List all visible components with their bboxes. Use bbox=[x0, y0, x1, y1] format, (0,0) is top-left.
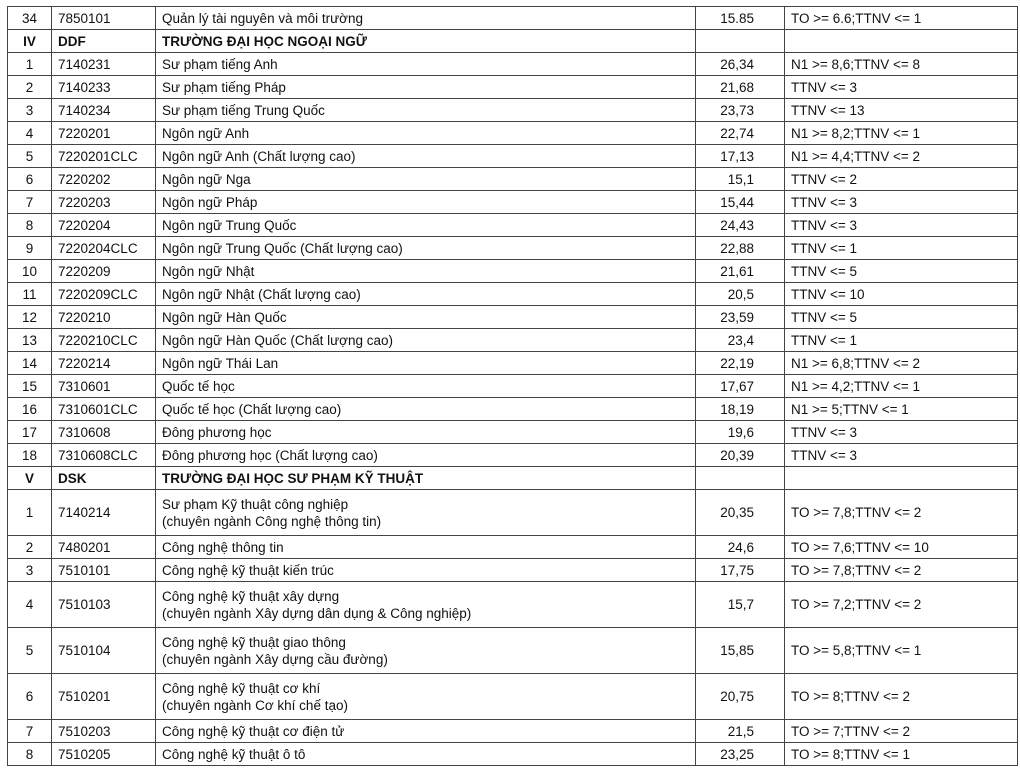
cell-stt: 2 bbox=[8, 76, 52, 99]
cell-stt: 1 bbox=[8, 490, 52, 536]
cell-major-name: Ngôn ngữ Anh bbox=[156, 122, 696, 145]
cell-stt: 12 bbox=[8, 306, 52, 329]
cell-major-name: Công nghệ kỹ thuật xây dựng (chuyên ngành Xây dựng dân dụng & Công nghiệp) bbox=[156, 582, 696, 628]
cell-major-name: Ngôn ngữ Hàn Quốc (Chất lượng cao) bbox=[156, 329, 696, 352]
admission-scores-table bbox=[7, 6, 1018, 766]
cell-score: 20,5 bbox=[696, 283, 785, 306]
cell-major-name: Quốc tế học bbox=[156, 375, 696, 398]
cell-criteria: N1 >= 4,2;TTNV <= 1 bbox=[785, 375, 1018, 398]
cell-stt: 18 bbox=[8, 444, 52, 467]
cell-stt: 10 bbox=[8, 260, 52, 283]
table-row bbox=[8, 283, 1018, 306]
cell-major-code: 7220209CLC bbox=[52, 283, 156, 306]
cell-major-code: 7220209 bbox=[52, 260, 156, 283]
cell-criteria: TTNV <= 3 bbox=[785, 214, 1018, 237]
table-row bbox=[8, 306, 1018, 329]
section-row bbox=[8, 30, 1018, 53]
cell-major-code: 7220204 bbox=[52, 214, 156, 237]
table-row bbox=[8, 76, 1018, 99]
cell-criteria: TO >= 8;TTNV <= 2 bbox=[785, 674, 1018, 720]
table-row bbox=[8, 674, 1018, 720]
cell-criteria: TO >= 7,6;TTNV <= 10 bbox=[785, 536, 1018, 559]
cell-criteria: N1 >= 5;TTNV <= 1 bbox=[785, 398, 1018, 421]
cell-score: 24,6 bbox=[696, 536, 785, 559]
cell-major-name: Ngôn ngữ Nga bbox=[156, 168, 696, 191]
cell-major-name: Công nghệ kỹ thuật kiến trúc bbox=[156, 559, 696, 582]
cell-score: 23,59 bbox=[696, 306, 785, 329]
cell-stt: 5 bbox=[8, 628, 52, 674]
cell-major-name: Ngôn ngữ Nhật bbox=[156, 260, 696, 283]
cell-major-name: Sư phạm tiếng Trung Quốc bbox=[156, 99, 696, 122]
table-row bbox=[8, 260, 1018, 283]
cell-stt: IV bbox=[8, 30, 52, 53]
cell-major-code: 7140231 bbox=[52, 53, 156, 76]
cell-criteria: TTNV <= 2 bbox=[785, 168, 1018, 191]
cell-score: 21,68 bbox=[696, 76, 785, 99]
cell-criteria: TTNV <= 3 bbox=[785, 76, 1018, 99]
cell-score: 20,35 bbox=[696, 490, 785, 536]
cell-criteria: TTNV <= 5 bbox=[785, 306, 1018, 329]
cell-score: 15,7 bbox=[696, 582, 785, 628]
table-row bbox=[8, 214, 1018, 237]
table-row bbox=[8, 398, 1018, 421]
cell-major-code: 7510205 bbox=[52, 743, 156, 766]
cell-score: 23,73 bbox=[696, 99, 785, 122]
cell-major-name: TRƯỜNG ĐẠI HỌC SƯ PHẠM KỸ THUẬT bbox=[156, 467, 696, 490]
cell-criteria: N1 >= 4,4;TTNV <= 2 bbox=[785, 145, 1018, 168]
cell-score: 24,43 bbox=[696, 214, 785, 237]
cell-criteria bbox=[785, 30, 1018, 53]
cell-score: 26,34 bbox=[696, 53, 785, 76]
cell-major-code: 7510203 bbox=[52, 720, 156, 743]
table-row bbox=[8, 628, 1018, 674]
cell-score: 17,67 bbox=[696, 375, 785, 398]
cell-stt: 9 bbox=[8, 237, 52, 260]
cell-criteria: N1 >= 8,6;TTNV <= 8 bbox=[785, 53, 1018, 76]
table-row bbox=[8, 559, 1018, 582]
cell-stt: 17 bbox=[8, 421, 52, 444]
cell-major-name: Ngôn ngữ Trung Quốc bbox=[156, 214, 696, 237]
cell-stt: 13 bbox=[8, 329, 52, 352]
cell-major-code: 7140214 bbox=[52, 490, 156, 536]
cell-score bbox=[696, 467, 785, 490]
cell-criteria: TO >= 7,2;TTNV <= 2 bbox=[785, 582, 1018, 628]
cell-stt: 6 bbox=[8, 674, 52, 720]
table-row bbox=[8, 145, 1018, 168]
table-row bbox=[8, 352, 1018, 375]
cell-major-code: DSK bbox=[52, 467, 156, 490]
cell-major-name: Ngôn ngữ Anh (Chất lượng cao) bbox=[156, 145, 696, 168]
cell-major-name: TRƯỜNG ĐẠI HỌC NGOẠI NGỮ bbox=[156, 30, 696, 53]
cell-stt: 8 bbox=[8, 743, 52, 766]
table-row bbox=[8, 375, 1018, 398]
cell-criteria: TO >= 8;TTNV <= 1 bbox=[785, 743, 1018, 766]
cell-criteria: TTNV <= 13 bbox=[785, 99, 1018, 122]
table-row bbox=[8, 444, 1018, 467]
cell-criteria: TO >= 6.6;TTNV <= 1 bbox=[785, 7, 1018, 30]
table-row bbox=[8, 122, 1018, 145]
cell-score: 15.85 bbox=[696, 7, 785, 30]
cell-criteria: TTNV <= 3 bbox=[785, 191, 1018, 214]
cell-major-name: Đông phương học (Chất lượng cao) bbox=[156, 444, 696, 467]
cell-stt: 3 bbox=[8, 559, 52, 582]
cell-criteria: TTNV <= 1 bbox=[785, 329, 1018, 352]
cell-score: 15,44 bbox=[696, 191, 785, 214]
cell-major-code: 7220214 bbox=[52, 352, 156, 375]
cell-major-name: Sư phạm Kỹ thuật công nghiệp (chuyên ngành Công nghệ thông tin) bbox=[156, 490, 696, 536]
cell-score: 21,5 bbox=[696, 720, 785, 743]
table-row bbox=[8, 7, 1018, 30]
cell-stt: 5 bbox=[8, 145, 52, 168]
cell-score: 20,75 bbox=[696, 674, 785, 720]
cell-score: 22,88 bbox=[696, 237, 785, 260]
table-row bbox=[8, 99, 1018, 122]
cell-major-name: Sư phạm tiếng Pháp bbox=[156, 76, 696, 99]
cell-criteria: TTNV <= 3 bbox=[785, 421, 1018, 444]
cell-major-code: DDF bbox=[52, 30, 156, 53]
cell-stt: 8 bbox=[8, 214, 52, 237]
cell-major-code: 7140234 bbox=[52, 99, 156, 122]
cell-major-code: 7310608 bbox=[52, 421, 156, 444]
cell-criteria: TO >= 7;TTNV <= 2 bbox=[785, 720, 1018, 743]
cell-stt: V bbox=[8, 467, 52, 490]
cell-major-name: Công nghệ kỹ thuật cơ điện tử bbox=[156, 720, 696, 743]
cell-major-code: 7510101 bbox=[52, 559, 156, 582]
cell-major-name: Ngôn ngữ Pháp bbox=[156, 191, 696, 214]
cell-stt: 4 bbox=[8, 582, 52, 628]
cell-score: 21,61 bbox=[696, 260, 785, 283]
cell-major-code: 7480201 bbox=[52, 536, 156, 559]
cell-score: 22,74 bbox=[696, 122, 785, 145]
cell-stt: 2 bbox=[8, 536, 52, 559]
cell-major-name: Ngôn ngữ Nhật (Chất lượng cao) bbox=[156, 283, 696, 306]
cell-score: 23,25 bbox=[696, 743, 785, 766]
cell-major-name: Sư phạm tiếng Anh bbox=[156, 53, 696, 76]
cell-criteria: N1 >= 8,2;TTNV <= 1 bbox=[785, 122, 1018, 145]
cell-major-name: Ngôn ngữ Hàn Quốc bbox=[156, 306, 696, 329]
cell-stt: 7 bbox=[8, 191, 52, 214]
cell-criteria: TO >= 7,8;TTNV <= 2 bbox=[785, 490, 1018, 536]
cell-major-code: 7220201CLC bbox=[52, 145, 156, 168]
table-row bbox=[8, 582, 1018, 628]
cell-major-name: Công nghệ thông tin bbox=[156, 536, 696, 559]
cell-criteria bbox=[785, 467, 1018, 490]
cell-major-code: 7310601 bbox=[52, 375, 156, 398]
cell-score: 23,4 bbox=[696, 329, 785, 352]
cell-score: 20,39 bbox=[696, 444, 785, 467]
cell-major-code: 7310601CLC bbox=[52, 398, 156, 421]
cell-criteria: TTNV <= 3 bbox=[785, 444, 1018, 467]
cell-major-name: Quốc tế học (Chất lượng cao) bbox=[156, 398, 696, 421]
cell-major-name: Công nghệ kỹ thuật giao thông (chuyên ngành Xây dựng cầu đường) bbox=[156, 628, 696, 674]
cell-major-code: 7850101 bbox=[52, 7, 156, 30]
cell-criteria: TTNV <= 1 bbox=[785, 237, 1018, 260]
table-row bbox=[8, 53, 1018, 76]
cell-major-code: 7220203 bbox=[52, 191, 156, 214]
cell-major-name: Công nghệ kỹ thuật ô tô bbox=[156, 743, 696, 766]
table-row bbox=[8, 720, 1018, 743]
cell-score: 18,19 bbox=[696, 398, 785, 421]
cell-score: 17,13 bbox=[696, 145, 785, 168]
section-row bbox=[8, 467, 1018, 490]
cell-major-code: 7220210CLC bbox=[52, 329, 156, 352]
cell-stt: 14 bbox=[8, 352, 52, 375]
cell-criteria: TO >= 7,8;TTNV <= 2 bbox=[785, 559, 1018, 582]
cell-score: 19,6 bbox=[696, 421, 785, 444]
table-row bbox=[8, 329, 1018, 352]
cell-stt: 4 bbox=[8, 122, 52, 145]
cell-criteria: TTNV <= 10 bbox=[785, 283, 1018, 306]
cell-score: 15,1 bbox=[696, 168, 785, 191]
table-row bbox=[8, 191, 1018, 214]
cell-stt: 16 bbox=[8, 398, 52, 421]
cell-stt: 1 bbox=[8, 53, 52, 76]
cell-stt: 6 bbox=[8, 168, 52, 191]
cell-major-name: Đông phương học bbox=[156, 421, 696, 444]
cell-score: 22,19 bbox=[696, 352, 785, 375]
cell-major-code: 7220204CLC bbox=[52, 237, 156, 260]
table-body bbox=[8, 7, 1018, 766]
table-row bbox=[8, 536, 1018, 559]
cell-major-code: 7220201 bbox=[52, 122, 156, 145]
cell-major-name: Ngôn ngữ Trung Quốc (Chất lượng cao) bbox=[156, 237, 696, 260]
cell-stt: 11 bbox=[8, 283, 52, 306]
cell-score: 17,75 bbox=[696, 559, 785, 582]
cell-criteria: N1 >= 6,8;TTNV <= 2 bbox=[785, 352, 1018, 375]
cell-major-code: 7310608CLC bbox=[52, 444, 156, 467]
cell-criteria: TO >= 5,8;TTNV <= 1 bbox=[785, 628, 1018, 674]
cell-major-code: 7510103 bbox=[52, 582, 156, 628]
cell-major-code: 7220210 bbox=[52, 306, 156, 329]
table-row bbox=[8, 490, 1018, 536]
cell-major-name: Công nghệ kỹ thuật cơ khí (chuyên ngành Cơ khí chế tạo) bbox=[156, 674, 696, 720]
table-row bbox=[8, 168, 1018, 191]
cell-major-code: 7510201 bbox=[52, 674, 156, 720]
cell-major-code: 7510104 bbox=[52, 628, 156, 674]
table-row bbox=[8, 237, 1018, 260]
cell-criteria: TTNV <= 5 bbox=[785, 260, 1018, 283]
cell-major-name: Quản lý tài nguyên và môi trường bbox=[156, 7, 696, 30]
cell-major-code: 7140233 bbox=[52, 76, 156, 99]
cell-major-code: 7220202 bbox=[52, 168, 156, 191]
cell-score: 15,85 bbox=[696, 628, 785, 674]
cell-major-name: Ngôn ngữ Thái Lan bbox=[156, 352, 696, 375]
cell-stt: 15 bbox=[8, 375, 52, 398]
table-row bbox=[8, 743, 1018, 766]
cell-stt: 34 bbox=[8, 7, 52, 30]
table-row bbox=[8, 421, 1018, 444]
cell-stt: 7 bbox=[8, 720, 52, 743]
cell-score bbox=[696, 30, 785, 53]
cell-stt: 3 bbox=[8, 99, 52, 122]
